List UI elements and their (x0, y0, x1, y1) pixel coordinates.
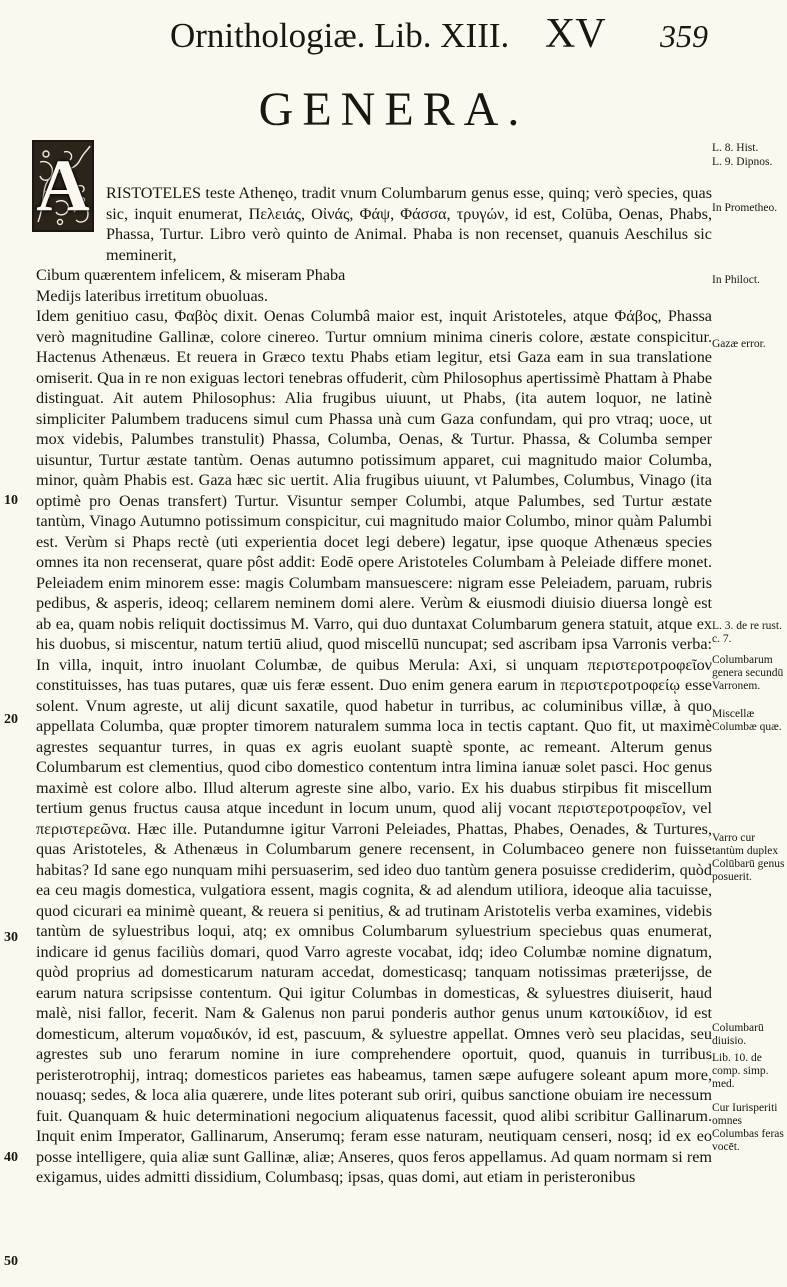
body-text: RISTOTELES teste Athenęo, tradit vnum Columbarum genus esse, quinq; verò species, quas sic, inquit enumerat, Πελειάς, Οἰνάς, Φάψ, Φάσσα, τρυγών, id est, Colūba, Oenas, Phabs, Phassa, Turtur. Libro verò quinto de Animal. Phaba is non recenset, quanuis Aeschilus sic meminerit, Cibum quærentem infelicem, & miseram Phaba Medijs lateribus irretitum obuoluas. Idem genitiuo casu, Φαβὸς dixit. Oenas Columbâ maior est, inquit Aristoteles, atque Φάβος, Phassa verò magnitudine Gallinæ, colore cinereo. Turtur omnium minima cineris colore, æstate conspicitur. Hactenus Athenæus. Et reuera in Græco textu Phabs etiam legitur, etsi Gaza eam in sua translatione omiserit. Qua in re non exiguas lectori tenebras offuderit, cùm Philosophus apertissimè Phattam à Phabe distinguat. Ait autem Philosophus: Alia frugibus uiuunt, ut Phabs, (ita autem loquor, ne latinè simpliciter Palumbem traducens simul cum Phassa unà cum Gaza confundam, qui pro vtraq; uoce, ut mox videbis, Palumbes transtulit) Phassa, Columba, Oenas, & Turtur. Phassa, & Columba semper uisuntur, Turtur æstate tantùm. Oenas autumno potissimum apparet, cui magnitudo maior Columba, minor, quàm Phabis est. Gaza hæc sic uertit. Alia frugibus uiuunt, vt Palumbes, Columbus, Vinago (ita optimè pro Oenas transfert) Turtur. Visuntur semper Columbi, atque Palumbes, sed Turtur æstate tantùm, Vinago Autumno potissimum conspicitur, cui magnitudo maior Columbo, minor quàm Palumbi est. Verùm si Phaps rectè (uti experientia docet legi debere) legatur, ipse quoque Athenæus species omnes ita non recenserat, quare pôst addit: Eodē opere Aristoteles Columbam à Peleiade differe monet. Peleiadem enim minorem esse: magis Columbam mansuescere: nigram esse Peleiadem, paruam, rubris pedibus, & asperis, ideoq; cellarem neminem domi alere. Verùm & eiusmodi diuisio diuersa longè est ab ea, quam nobis reliquit doctissimus M. Varro, qui duo duntaxat Columbarum genera statuit, atque ex his duobus, si miscentur, natum tertiū aliud, quod miscellū nuncupat; sed ascribam ipsa Varronis verba: In villa, inquit, intro inuolant Columbæ, de quibus Merula: Axi, si unquam περιστεροτροφεῖον constituisses, has tuas putares, quæ uis feræ essent. Duo enim genera earum in περιστεροτροφείῳ esse solent. Vnum agreste, ut alij dicunt saxatile, quod habetur in turribus, ac columinibus villæ, à quo appellata Columba, quæ propter timorem naturalem summa loca in tectis captant. Quo fit, ut maximè agrestes sequantur turres, in quas ex agris euolant suaptè sponte, ac remeant. Alterum genus Columbarum est clementius, quod cibo domestico contentum intra limina ianuæ solet pasci. Hoc genus maximè est colore albo. Illud alterum agreste sine albo, vario. Ex his duabus stirpibus fit miscellum tertium genus fructus causa atque incedunt in locum unum, quod alij vocant περιστεροτροφεῖον, vel περιστερεῶνα. Hæc ille. Putandumne igitur Varroni Peleiades, Phattas, Phabes, Oenades, & Turtures, quas Aristoteles, & Athenæus in Columbarum genere recensent, in Columbaceo genere non fuisse habitas? Id sane ego nunquam mihi persuaserim, sed ideo duo tantùm genera posuisse crediderim, quòd ea ceu magis domestica, vulgatiora essent, magis cognita, & ad alendum utiliora, ideoque alia tacuisse, quod cicurari ea minimè queant, & reuera si penitius, & ad trutinam Aristotelis verba examines, videbis tantùm de syluestribus loqui, atq; ex omnibus Columbarum syluestrium speciebus quas enumerat, indicare id genus faciliùs domari, quod Varro agreste vocabat, idq; ideo Columbæ nomine dignatum, quòd proprius ad domesticarum naturam accedat, domesticasq; tanquam notissimas præterijsse, de earum natura scripsisse contentum. Qui igitur Columbas in domesticas, & syluestres diuiserit, haud malè, nisi fallor, fecerit. Nam & Galenus non parui ponderis author genus unum κατοικίδιον, id est domesticum, alterum νομαδικόν, id est, pascuum, & syluestre appellat. Omnes verò seu placidas, seu agrestes sub uno ferarum nomine in iure comprehendere oportuit, quod, quanuis in turribus peristerotrophij, intraq; domesticos parietes eas habeamus, tamen sæpe aufugere soleant apum more, nouasq; sedes, & loca alia quærere, unde lites poterant sub oriri, quibus sanctione obuiam ire necessum fuit. Quanquam & huic determinationi negocium aliquatenus facessit, quod alibi scribitur Gallinarum. Inquit enim Imperator, Gallinarum, Anserumq; feram esse naturam, neutiquam censeri, nosq; id ex eo posse intelligere, quia aliæ sunt Gallinæ, aliæ; Anseres, quos feros appellamus. Ad quam normam si rem exigamus, uides admitti dissidium, Columbasq; ipsas, quas domi, aut etiam in peristeronibus (36, 184, 712, 1186)
margin-note: In Philoct. (712, 274, 760, 286)
decorated-initial (32, 140, 94, 232)
margin-note: L. 8. Hist. (712, 142, 759, 154)
running-header (0, 10, 787, 60)
margin-note: Cur Iurisperiti omnes Columbas feras vocēt. (712, 1102, 784, 1153)
body-text-block (36, 142, 712, 1188)
page-number: 359 (660, 18, 708, 54)
running-title: Ornithologiæ. Lib. XIII. (170, 16, 510, 55)
line-number: 10 (4, 493, 18, 508)
margin-note: Columbarū diuisio. (712, 1022, 764, 1047)
margin-note: In Prometheo. (712, 202, 778, 214)
line-number: 50 (4, 1254, 18, 1269)
line-number: 30 (4, 930, 18, 945)
margin-note: Varro cur tantùm duplex Colūbarū genus posuerit. (712, 832, 785, 883)
margin-note: L. 3. de re rust. c. 7. (712, 620, 782, 645)
margin-note: Columbarum genera secundū Varronem. (712, 654, 784, 692)
line-number: 40 (4, 1150, 18, 1165)
margin-note: Gazæ error. (712, 338, 766, 350)
section-title: GENERA. (258, 83, 529, 136)
dropcap-letter: A (36, 145, 90, 227)
margin-note: Lib. 10. de comp. simp. med. (712, 1052, 769, 1090)
line-number: 20 (4, 712, 18, 727)
chapter-roman-numeral: XV (545, 11, 606, 57)
margin-note: L. 9. Dipnos. (712, 156, 773, 168)
margin-note: Miscellæ Columbæ quæ. (712, 708, 782, 733)
